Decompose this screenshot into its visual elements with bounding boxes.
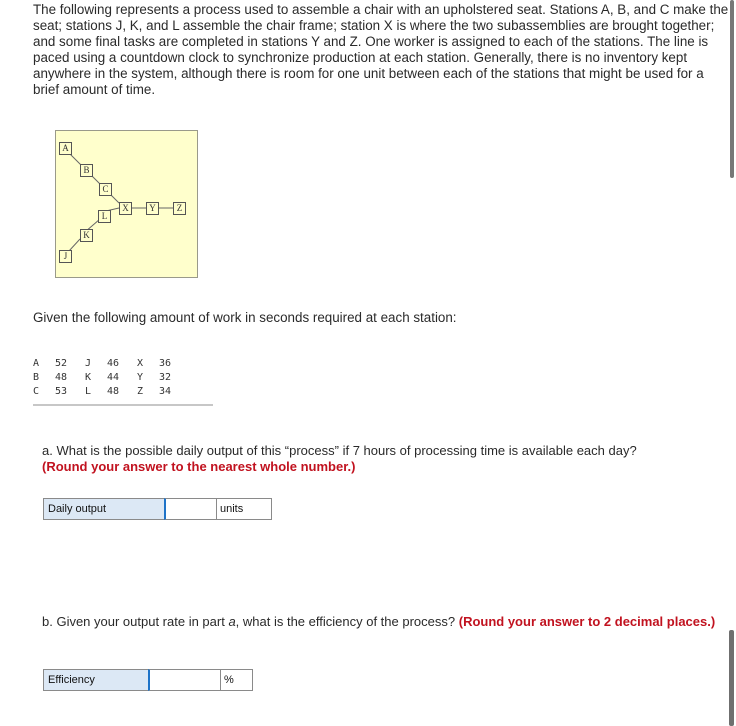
table-cell: 44	[107, 372, 120, 383]
table-cell: 48	[107, 386, 120, 397]
question-a-text: a. What is the possible daily output of this “process” if 7 hours of processing time is available each day?	[42, 443, 637, 458]
table-row	[33, 358, 179, 372]
station-a: A	[59, 142, 72, 155]
daily-output-unit: units	[216, 498, 272, 520]
question-b-instruction: (Round your answer to 2 decimal places.)	[458, 614, 716, 629]
table-cell: J	[85, 358, 92, 369]
scrollbar-thumb-top[interactable]	[730, 0, 734, 178]
station-j: J	[59, 250, 72, 263]
efficiency-input[interactable]	[148, 669, 221, 691]
table-cell: B	[33, 372, 40, 383]
station-y: Y	[146, 202, 159, 215]
work-table	[33, 358, 179, 400]
table-cell: 34	[159, 386, 172, 397]
table-cell: K	[85, 372, 92, 383]
question-b-text-part: a	[228, 614, 236, 629]
table-cell: 32	[159, 372, 172, 383]
table-cell: C	[33, 386, 40, 397]
daily-output-input[interactable]	[164, 498, 217, 520]
station-x: X	[119, 202, 132, 215]
efficiency-label: Efficiency	[43, 669, 149, 691]
table-cell: A	[33, 358, 40, 369]
station-k: K	[80, 229, 93, 242]
table-cell: Z	[137, 386, 144, 397]
station-c: C	[99, 183, 112, 196]
table-cell: Y	[137, 372, 144, 383]
question-b-text-prefix: b. Given your output rate in part	[42, 614, 229, 629]
efficiency-unit: %	[220, 669, 253, 691]
given-text: Given the following amount of work in seconds required at each station:	[33, 310, 457, 325]
station-b: B	[80, 164, 93, 177]
process-flow-diagram	[55, 130, 198, 278]
table-cell: L	[85, 386, 92, 397]
scrollbar-thumb-bottom[interactable]	[729, 630, 734, 726]
table-cell: 52	[55, 358, 68, 369]
problem-statement: The following represents a process used to assemble a chair with an upholstered seat. Stations A, B, and C make the seat; stations J, K, and L assemble the chair frame; station X is where the two subassemblies are brought together; and some final tasks are completed in stations Y and Z. One worker is assigned to each of the stations. The line is paced using a countdown clock to synchronize production at each station. Generally, there is no inventory kept anywhere in the system, although there is room for one unit between each of the stations that might be used for a brief amount of time.	[33, 2, 729, 97]
table-cell: 36	[159, 358, 172, 369]
question-b-text-suffix: , what is the efficiency of the process?	[235, 614, 456, 629]
table-row	[33, 386, 179, 400]
table-cell: X	[137, 358, 144, 369]
station-z: Z	[173, 202, 186, 215]
table-divider	[33, 404, 213, 406]
question-b-line	[42, 614, 722, 630]
daily-output-label: Daily output	[43, 498, 165, 520]
question-a	[42, 443, 722, 475]
table-row	[33, 372, 179, 386]
table-cell: 48	[55, 372, 68, 383]
station-l: L	[98, 210, 111, 223]
question-a-instruction: (Round your answer to the nearest whole number.)	[42, 459, 356, 474]
table-cell: 53	[55, 386, 68, 397]
question-b	[42, 614, 722, 630]
table-cell: 46	[107, 358, 120, 369]
